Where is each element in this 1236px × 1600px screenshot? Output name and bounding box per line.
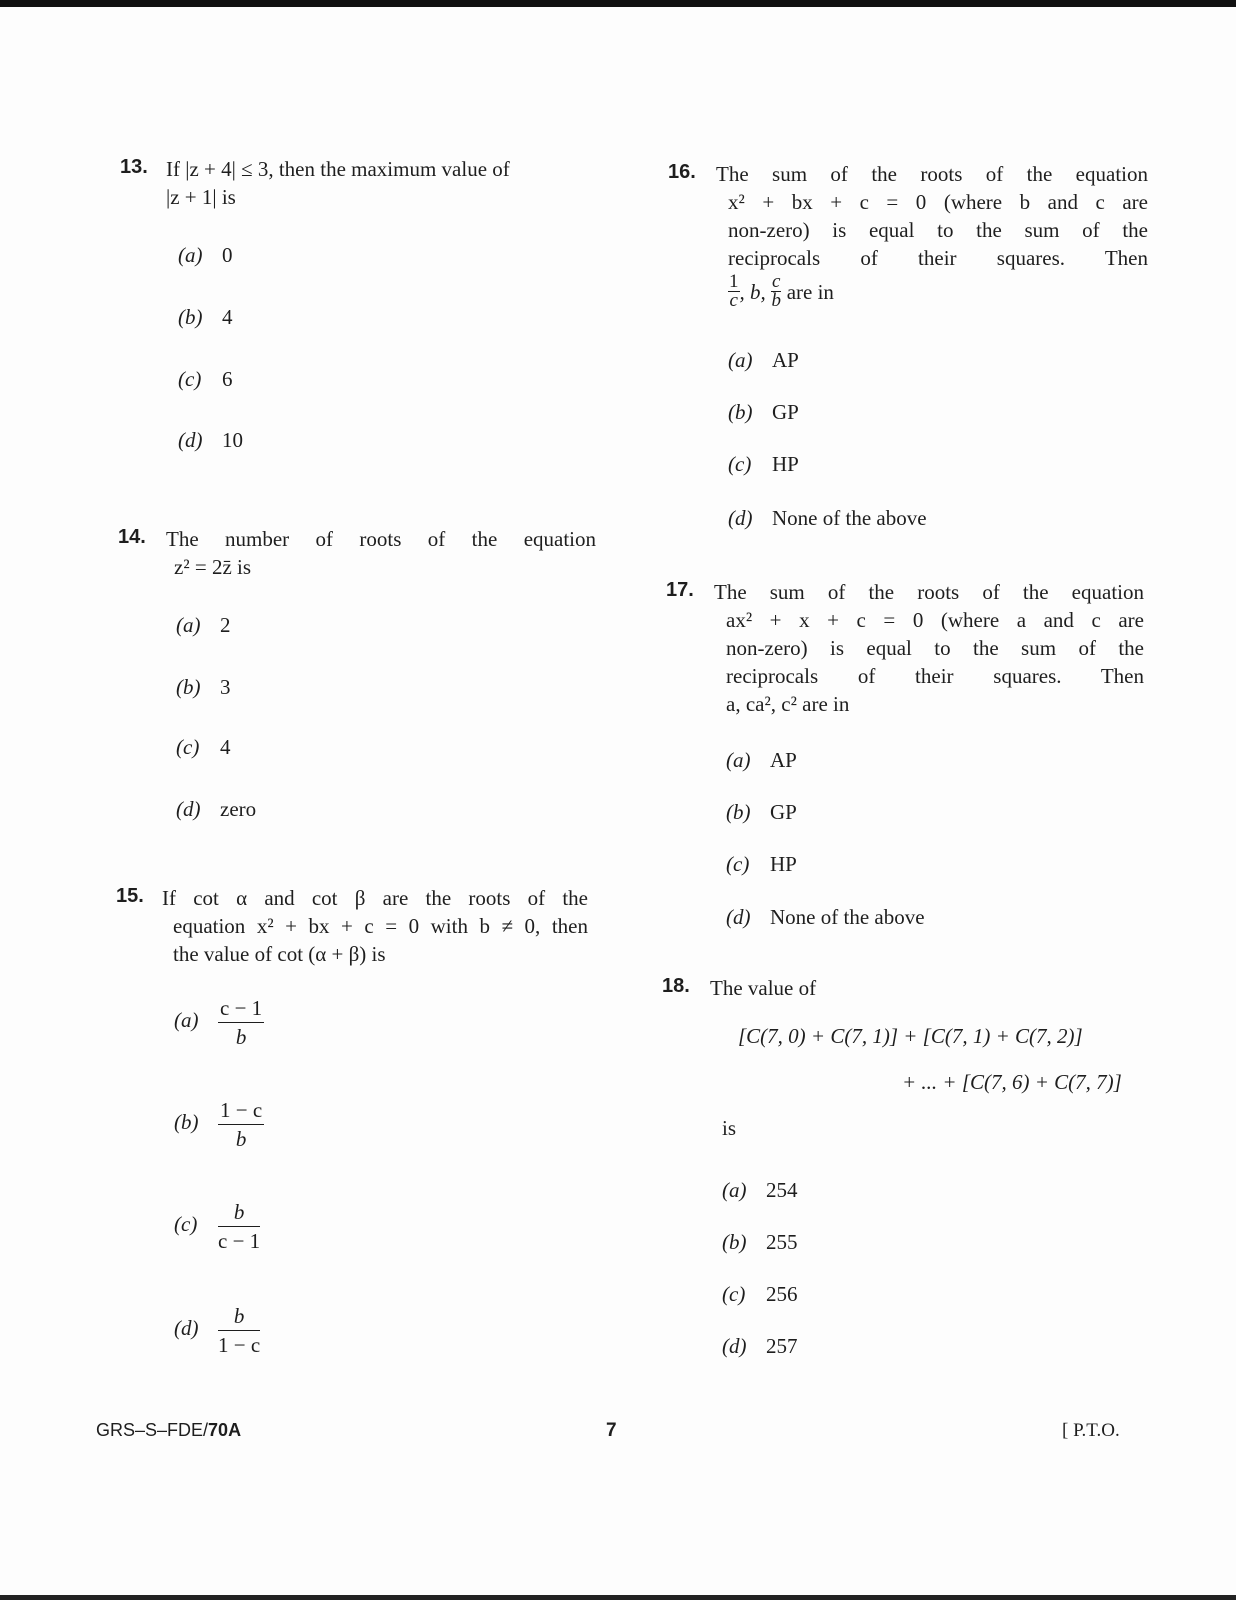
option-text: 2 <box>220 613 231 637</box>
option-c[interactable] <box>178 367 233 392</box>
option-text: HP <box>770 852 797 876</box>
stem-line: The value of <box>710 976 817 1000</box>
option-label: (a) <box>722 1178 747 1202</box>
option-a[interactable] <box>174 996 264 1049</box>
option-text: 10 <box>222 428 243 452</box>
page-bottom-border <box>0 1595 1236 1600</box>
option-label: (c) <box>728 452 752 476</box>
numerator: c <box>772 270 781 292</box>
option-label: (c) <box>178 367 202 391</box>
option-label: (b) <box>726 800 751 824</box>
option-label: (c) <box>726 852 750 876</box>
stem-line: ax² + x + c = 0 (where a and c are <box>726 608 1144 632</box>
fraction <box>218 1304 260 1357</box>
numerator: b <box>218 1304 260 1331</box>
option-text: AP <box>772 348 799 372</box>
question-stem <box>166 525 596 581</box>
stem-line: z² = 2z̄ is <box>174 555 252 579</box>
fraction <box>218 1200 260 1253</box>
option-text: 257 <box>766 1334 798 1358</box>
option-label: (b) <box>174 1110 199 1135</box>
question-number: 18. <box>662 975 690 997</box>
denominator: b <box>235 1127 247 1151</box>
stem-line: non-zero) is equal to the sum of the <box>726 636 1144 660</box>
stem-line: x² + bx + c = 0 (where b and c are <box>728 190 1148 214</box>
stem-line: If |z + 4| ≤ 3, then the maximum value of <box>166 157 510 181</box>
option-d[interactable] <box>722 1334 798 1359</box>
option-text: None of the above <box>770 905 925 929</box>
question-number: 14. <box>118 526 146 548</box>
option-text: 6 <box>222 367 233 391</box>
option-label: (d) <box>178 428 203 452</box>
fraction <box>771 270 781 311</box>
question-stem <box>166 155 596 211</box>
numerator: 1 − c <box>218 1098 264 1125</box>
option-b[interactable] <box>728 400 799 425</box>
expression-line: + ... + [C(7, 6) + C(7, 7)] <box>902 1070 1122 1094</box>
option-text: zero <box>220 797 257 821</box>
option-text: GP <box>770 800 797 824</box>
paper-code <box>96 1420 241 1441</box>
option-text: GP <box>772 400 799 424</box>
stem-line: The number of roots of the equation <box>166 527 596 551</box>
denominator: c − 1 <box>218 1229 261 1253</box>
option-b[interactable] <box>174 1098 264 1151</box>
option-label: (a) <box>176 613 201 637</box>
stem-line: the value of cot (α + β) is <box>173 942 386 966</box>
option-text: 0 <box>222 243 233 267</box>
option-d[interactable] <box>174 1304 260 1357</box>
option-a[interactable] <box>722 1178 798 1203</box>
option-b[interactable] <box>178 305 233 330</box>
option-text: 256 <box>766 1282 798 1306</box>
question-stem <box>714 578 1144 718</box>
stem-line: |z + 1| is <box>166 185 236 209</box>
question-number: 13. <box>120 156 148 178</box>
option-text: AP <box>770 748 797 772</box>
page-number: 7 <box>606 1420 617 1441</box>
option-c[interactable] <box>722 1282 798 1307</box>
expression-line: [C(7, 0) + C(7, 1)] + [C(7, 1) + C(7, 2)] <box>738 1024 1083 1048</box>
stem-line: The sum of the roots of the equation <box>716 162 1148 186</box>
option-label: (b) <box>178 305 203 329</box>
please-turn-over: [ P.T.O. <box>1062 1420 1120 1441</box>
stem-line: reciprocals of their squares. Then <box>728 246 1148 270</box>
option-d[interactable] <box>176 797 256 822</box>
stem-line: The sum of the roots of the equation <box>714 580 1144 604</box>
option-text: 4 <box>222 305 233 329</box>
denominator: 1 − c <box>218 1333 261 1357</box>
question-stem <box>710 974 1140 1002</box>
stem-line: reciprocals of their squares. Then <box>726 664 1144 688</box>
option-label: (a) <box>174 1008 199 1033</box>
option-d[interactable] <box>728 506 927 531</box>
question-number: 15. <box>116 885 144 907</box>
option-label: (d) <box>722 1334 747 1358</box>
option-c[interactable] <box>726 852 797 877</box>
option-label: (d) <box>728 506 753 530</box>
option-label: (d) <box>176 797 201 821</box>
denominator: b <box>235 1025 247 1049</box>
option-text: 254 <box>766 1178 798 1202</box>
stem-line: equation x² + bx + c = 0 with b ≠ 0, then <box>173 914 588 938</box>
option-text: 255 <box>766 1230 798 1254</box>
option-c[interactable] <box>728 452 799 477</box>
paper-code-suffix: 70A <box>208 1420 242 1440</box>
question-number: 16. <box>668 161 696 183</box>
option-text: HP <box>772 452 799 476</box>
denominator: c <box>729 289 738 311</box>
question-stem <box>716 160 1148 310</box>
option-d[interactable] <box>726 905 925 930</box>
option-label: (a) <box>728 348 753 372</box>
stem-line-fractions <box>716 270 1148 311</box>
fraction <box>728 270 740 311</box>
denominator: b <box>771 289 781 311</box>
stem-line: a, ca², c² are in <box>726 692 850 716</box>
paper-code-prefix: GRS–S–FDE/ <box>96 1420 209 1440</box>
option-label: (c) <box>176 735 200 759</box>
stem-line: non-zero) is equal to the sum of the <box>728 218 1148 242</box>
question-stem <box>162 884 588 968</box>
option-label: (b) <box>728 400 753 424</box>
option-a[interactable] <box>178 243 233 268</box>
option-text: None of the above <box>772 506 927 530</box>
option-b[interactable] <box>722 1230 798 1255</box>
numerator: b <box>218 1200 260 1227</box>
stem-fragment: are in <box>781 280 834 304</box>
option-label: (a) <box>178 243 203 267</box>
option-label: (d) <box>174 1316 199 1341</box>
option-label: (b) <box>722 1230 747 1254</box>
option-a[interactable] <box>176 613 231 638</box>
fraction <box>218 1098 264 1151</box>
numerator: 1 <box>729 270 739 292</box>
fraction <box>218 996 264 1049</box>
option-a[interactable] <box>728 348 799 373</box>
option-text: 3 <box>220 675 231 699</box>
option-text: 4 <box>220 735 231 759</box>
option-c[interactable] <box>174 1200 260 1253</box>
page-top-border <box>0 0 1236 7</box>
option-b[interactable] <box>176 675 231 700</box>
numerator: c − 1 <box>218 996 264 1023</box>
option-label: (a) <box>726 748 751 772</box>
option-label: (c) <box>174 1212 198 1237</box>
stem-fragment: , b, <box>739 280 771 304</box>
option-a[interactable] <box>726 748 797 773</box>
stem-tail: is <box>722 1116 737 1140</box>
option-c[interactable] <box>176 735 231 760</box>
option-label: (d) <box>726 905 751 929</box>
question-number: 17. <box>666 579 694 601</box>
option-b[interactable] <box>726 800 797 825</box>
stem-line: If cot α and cot β are the roots of the <box>162 886 588 910</box>
option-label: (b) <box>176 675 201 699</box>
option-label: (c) <box>722 1282 746 1306</box>
option-d[interactable] <box>178 428 243 453</box>
